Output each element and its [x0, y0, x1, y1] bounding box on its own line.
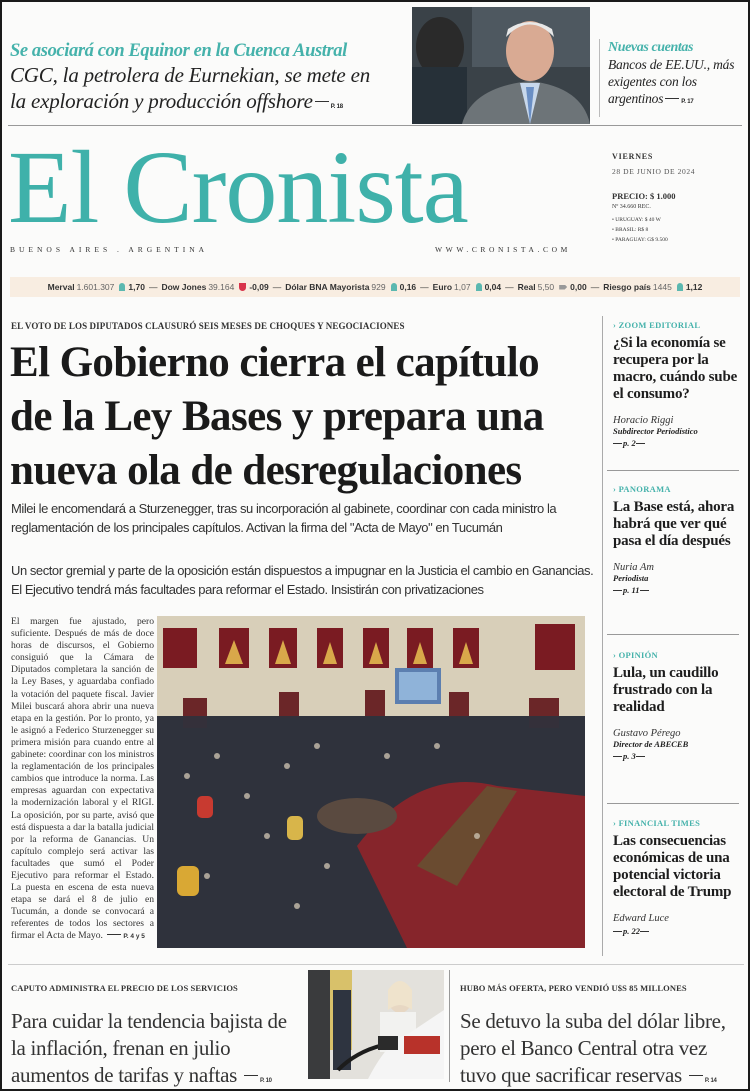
issue-date: 28 DE JUNIO DE 2024 [612, 167, 696, 176]
sidebar-page-ref [613, 926, 743, 936]
arrow-up-icon [677, 283, 683, 291]
masthead-info [612, 152, 742, 245]
masthead-logo[interactable]: El Cronista [8, 130, 468, 245]
body-text: El margen fue ajustado, pero suficiente. Después de más de doce horas de discursos, el Gobierno consiguió que la Cámara de Diputados completara la sanción de la Ley Bases, y aguardaba confiado la votación del paquete fiscal. Javier Milei buscará ahora abrir una nueva etapa en la gestión. Por lo pronto, ya le asignó a Federico Sturzenegger su primera misión para cuando entre al gabinete: coordinar con los ministros la reglamentación de los principales cambios que introduce la norma. Las empresas aguardan con expectativa la modernización laboral y el RIGI. La oposición, por su parte, avisó que está dispuesta a dar la batalla judicial por la reforma de Ganancias. Un capítulo complejo será activar las facultades que sumó el Poder Ejecutivo para reformar el Estado. La puesta en escena de esta nueva etapa se dará el 8 de julio en Tucumán, a donde se convocará a referentes de todos los sectores a firmar el Acta de Mayo. [11, 616, 154, 942]
section-text: PANORAMA [618, 484, 671, 494]
divider [8, 964, 744, 965]
teaser-kicker: Se asociará con Equinor en la Cuenca Austral [10, 41, 347, 61]
sidebar-section-label: › FINANCIAL TIMES [613, 818, 701, 828]
sidebar-item-financial-times[interactable] [613, 818, 743, 936]
bottom-right-headline[interactable] [460, 1008, 745, 1089]
sidebar-headline: La Base está, ahora habrá que ver qué pasa el día después [613, 499, 735, 549]
ticker-change: -0,09 [249, 282, 269, 292]
market-ticker [10, 277, 740, 297]
page-ref: p. 3 [623, 751, 636, 761]
page-ref-rule [636, 756, 645, 757]
arrow-up-icon [391, 283, 397, 291]
sidebar-author: Gustavo Pérego [613, 728, 681, 739]
masthead-website[interactable]: WWW.CRONISTA.COM [435, 245, 571, 254]
headline-line: de la Ley Bases y prepara una [10, 393, 544, 440]
arrow-down-icon [239, 283, 246, 291]
businessman-photo-icon [412, 7, 590, 124]
ticker-label: Dow Jones [161, 282, 207, 292]
sidebar-item-zoom-editorial[interactable] [613, 320, 743, 448]
ticker-value: 1445 [652, 282, 672, 292]
intl-price-uruguay: • URUGUAY: $ 40 W [612, 217, 661, 223]
headline-text: Para cuidar la tendencia bajista de la inflación, frenan en julio aumentos de tarifas y naftas [11, 1009, 287, 1087]
section-text: OPINIÓN [618, 650, 658, 660]
sidebar-page-ref [613, 438, 743, 448]
teaser-headline [10, 62, 408, 120]
ticker-change: 0,00 [570, 282, 587, 292]
sidebar-author-role: Periodista [613, 573, 649, 583]
sidebar-headline: ¿Si la economía se recupera por la macro, cuándo sube el consumo? [613, 335, 738, 402]
page-ref-rule [107, 934, 121, 935]
sidebar-author-role: Subdirector Periodístico [613, 426, 698, 436]
ticker-separator: — [272, 282, 282, 292]
headline-text: Se detuvo la suba del dólar libre, pero el Banco Central otra vez tuvo que sacrificar reservas [460, 1009, 726, 1087]
page-ref: P. 14 [704, 1078, 717, 1084]
bottom-left-kicker: CAPUTO ADMINISTRA EL PRECIO DE LOS SERVICIOS [11, 983, 238, 993]
sidebar-author: Nuria Am [613, 562, 654, 573]
sidebar-author: Horacio Riggi [613, 415, 674, 426]
page-ref: p. 22 [623, 926, 640, 936]
ticker-label: Merval [47, 282, 75, 292]
ticker-value: 1,07 [454, 282, 471, 292]
ticker-change: 1,12 [685, 282, 703, 292]
divider [449, 970, 450, 1082]
page-ref: p. 2 [623, 438, 636, 448]
sidebar-section-label: › ZOOM EDITORIAL [613, 320, 701, 330]
page-ref: P. 18 [330, 104, 343, 110]
ticker-value: 1.601.307 [76, 282, 115, 292]
sidebar-page-ref [613, 585, 743, 595]
ticker-separator: — [505, 282, 514, 292]
sidebar-author-role: Director de ABECEB [613, 739, 689, 749]
page-ref-rule [613, 931, 622, 932]
page-ref: P. 17 [681, 99, 694, 105]
page-ref-rule [640, 931, 649, 932]
sidebar-section-label: › PANORAMA [613, 484, 671, 494]
teaser-kicker: Nuevas cuentas [608, 40, 694, 55]
arrow-flat-icon [559, 285, 567, 290]
teaser-headline-text: Bancos de EE.UU., más exigentes con los argentinos [608, 57, 735, 106]
headline-line: El Gobierno cierra el capítulo [10, 339, 539, 386]
teaser-photo[interactable] [412, 7, 590, 124]
sidebar-headline: Las consecuencias económicas de una potencial victoria electoral de Trump [613, 833, 732, 900]
sidebar-divider [607, 634, 739, 635]
bottom-photo[interactable] [308, 970, 444, 1079]
page-ref-rule [613, 756, 622, 757]
sidebar-section-label: › OPINIÓN [613, 650, 658, 660]
sidebar-divider [607, 803, 739, 804]
ticker-separator: — [590, 282, 600, 292]
page-ref-rule [613, 443, 622, 444]
page-ref-rule [689, 1075, 703, 1076]
section-text: ZOOM EDITORIAL [618, 320, 701, 330]
sidebar-author: Edward Luce [613, 913, 669, 924]
page-ref-rule [665, 98, 679, 99]
ticker-change: 1,70 [128, 282, 145, 292]
main-story-body [11, 616, 154, 944]
issue-number: Nº 34.660 REC. [612, 204, 651, 210]
intl-price-brasil: • BRASIL: R$ 8 [612, 227, 649, 233]
teaser-headline-line: CGC, la petrolera de Eurnekian, se mete en [10, 63, 370, 87]
main-story-photo[interactable] [157, 616, 585, 948]
page-ref-rule [640, 590, 649, 591]
arrow-up-icon [119, 283, 125, 291]
main-story-headline[interactable] [10, 336, 595, 498]
issue-day: VIERNES [612, 152, 654, 161]
main-story-kicker: EL VOTO DE LOS DIPUTADOS CLAUSURÓ SEIS MESES DE CHOQUES Y NEGOCIACIONES [11, 321, 405, 331]
ticker-separator: — [420, 282, 429, 292]
right-teaser-story[interactable] [599, 39, 747, 117]
newspaper-front-page [2, 2, 748, 1089]
page-ref-rule [244, 1075, 258, 1076]
page-ref: P. 10 [259, 1078, 272, 1084]
ticker-value: 39.164 [208, 282, 235, 292]
chamber-photo-icon [157, 616, 585, 948]
main-story-deck-1: Milei le encomendará a Sturzenegger, tras su incorporación al gabinete, coordinar con cada ministro la reglamentación de los principales capítulos. Activan la firma del "Acta de Mayo" en Tucumán [11, 501, 557, 535]
bottom-left-headline[interactable] [11, 1008, 306, 1089]
top-teaser-story[interactable] [10, 40, 408, 120]
sidebar-divider [607, 470, 739, 471]
masthead-location: BUENOS AIRES . ARGENTINA [10, 245, 209, 254]
arrow-up-icon [476, 283, 482, 291]
ticker-label: Real [517, 282, 536, 292]
main-story-deck-2: Un sector gremial y parte de la oposición están dispuestos a impugnar en la Justicia el cambio en Ganancias. El Ejecutivo tendrá más facultades para reformar el Estado. Insistirán con privatizaciones [11, 563, 594, 597]
page-ref-rule [613, 590, 622, 591]
ticker-change: 0,16 [399, 282, 417, 292]
divider [8, 125, 742, 126]
sidebar-page-ref [613, 751, 743, 761]
ticker-label: Euro [432, 282, 453, 292]
page-ref-rule [315, 101, 329, 102]
sidebar-opinion-column [602, 316, 742, 956]
sidebar-item-panorama[interactable] [613, 484, 743, 595]
sidebar-headline: Lula, un caudillo frustrado con la realidad [613, 665, 719, 715]
issue-price: PRECIO: $ 1.000 [612, 191, 676, 201]
ticker-separator: — [148, 282, 158, 292]
sidebar-item-opinion[interactable] [613, 650, 743, 761]
intl-price-paraguay: • PARAGUAY: G$ 9.500 [612, 237, 668, 243]
page-ref-rule [636, 443, 645, 444]
page-ref: p. 11 [623, 585, 640, 595]
page-ref: P. 4 y 5 [123, 933, 145, 941]
intl-prices [612, 215, 742, 245]
ticker-change: 0,04 [484, 282, 502, 292]
ticker-value: 929 [371, 282, 386, 292]
gas-station-photo-icon [308, 970, 444, 1079]
headline-line: nueva ola de desregulaciones [10, 447, 522, 494]
ticker-label: Riesgo país [603, 282, 651, 292]
teaser-headline [608, 56, 747, 111]
ticker-value: 5,50 [537, 282, 555, 292]
teaser-headline-line: la exploración y producción offshore [10, 89, 313, 113]
ticker-label: Dólar BNA Mayorista [285, 282, 370, 292]
bottom-right-kicker: HUBO MÁS OFERTA, PERO VENDIÓ U$S 85 MILLONES [460, 983, 687, 993]
section-text: FINANCIAL TIMES [618, 818, 701, 828]
